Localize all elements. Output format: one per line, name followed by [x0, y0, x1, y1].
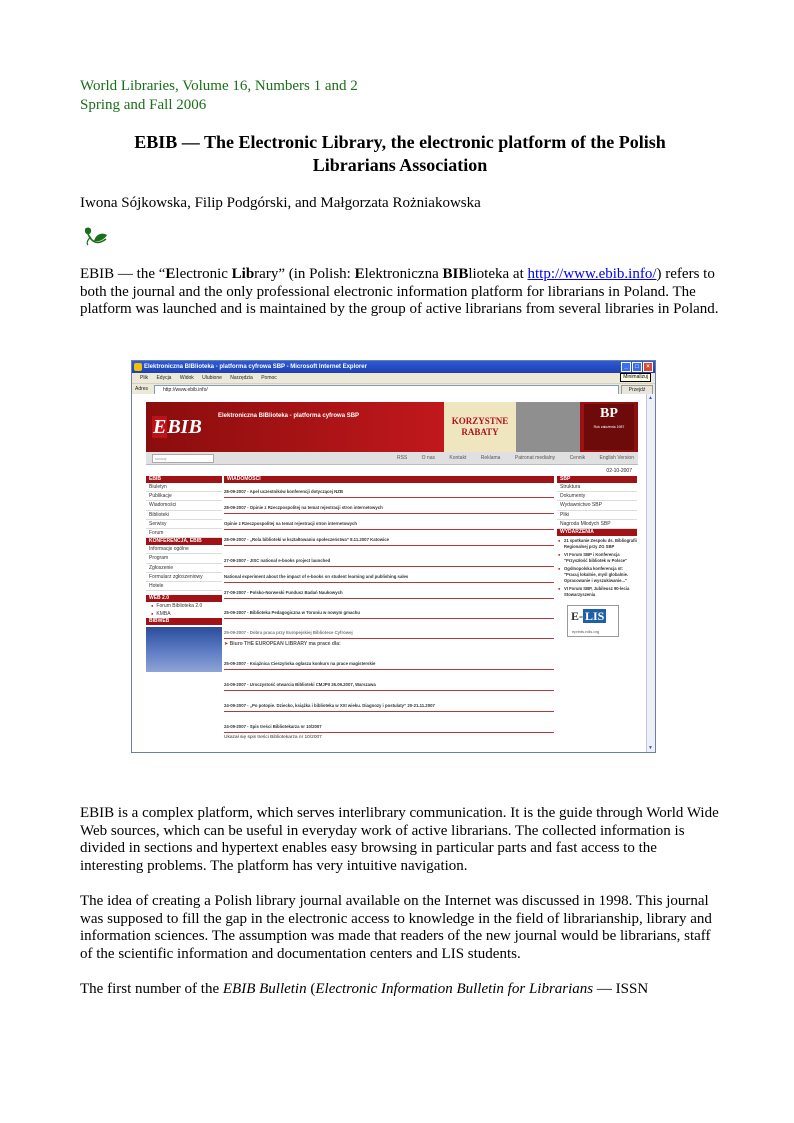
left-menu-item[interactable]: Program [146, 554, 222, 563]
go-button[interactable]: Przejdź [621, 385, 653, 395]
left-menu-item[interactable]: Biblioteki [146, 511, 222, 520]
section-sbp: SBP [557, 476, 637, 483]
left-menu-item[interactable]: Wiadomości [146, 501, 222, 510]
scroll-down-icon[interactable]: ▼ [648, 745, 653, 751]
news-item[interactable]: 27-09-2007 - Polsko-Norweski Fundusz Badań Naukowych [224, 587, 554, 599]
journal-season: Spring and Fall 2006 [80, 97, 207, 113]
left-menu-item[interactable]: Serwisy [146, 520, 222, 529]
article-title [80, 131, 720, 177]
right-menu-item[interactable]: Pliki [557, 511, 637, 520]
menu-edycja[interactable]: Edycja [156, 375, 172, 381]
news-item[interactable]: National experiment about the impact of e-books on student learning and publishing sales [224, 571, 554, 583]
event-item[interactable]: ● 21 spotkanie Zespołu ds. Bibliografii Regionalnej przy ZG SBP [557, 538, 637, 549]
ebib-logo[interactable]: EBIB [153, 416, 202, 438]
news-item[interactable]: 25-09-2007 - Dobra praca przy Europejskiej Bibliotece Cyfrowej [224, 627, 554, 639]
journal-volume: World Libraries, Volume 16, Numbers 1 and 2 [80, 78, 358, 94]
minimize-icon[interactable]: _ [621, 362, 631, 372]
address-input[interactable]: http://www.ebib.info/ [154, 385, 619, 395]
ebib-link[interactable]: http://www.ebib.info/ [527, 266, 657, 282]
right-menu-item[interactable]: Dokumenty [557, 492, 637, 501]
event-item[interactable]: ● VI Forum SBP, Jubileusz 90-lecia Stowarzyszenia [557, 586, 637, 597]
left-column [146, 476, 222, 674]
site-banner [146, 402, 638, 452]
article-authors: Iwona Sójkowska, Filip Podgórski, and Małgorzata Rożniakowska [80, 195, 481, 211]
title-line-1: EBIB — The Electronic Library, the electronic platform of the Polish [134, 132, 666, 152]
news-item[interactable]: 24-09-2007 - „Po potopie. Dziecko, książka i biblioteka w XXI wieku. Diagnozy i postulaty” 20-21.11.2007 [224, 700, 554, 712]
left-menu-item[interactable]: Zgłoszenie [146, 564, 222, 573]
left-menu-item[interactable]: Hotele [146, 582, 222, 591]
bibliotekarz-note: Ukazał się spis treści Bibliotekarza nr 10/2007 [224, 735, 322, 740]
menu-narzedzia[interactable]: Narzędzia [230, 375, 253, 381]
news-item[interactable]: 28-09-2007 - „Rola biblioteki w kształtowaniu społeczeństwa” 8.11.2007 Katowice [224, 534, 554, 546]
news-item[interactable]: Opinie z Rzeczpospolitej na temat rejestracji stron internetowych [224, 518, 554, 530]
left-menu-item[interactable]: Forum [146, 529, 222, 538]
nav-patronat[interactable]: Patronat medialny [514, 455, 556, 461]
right-menu-item[interactable]: Nagroda Młodych SBP [557, 520, 637, 529]
elis-logo[interactable]: E- LIS eprints.rclis.org [567, 605, 619, 637]
site-nav-links [384, 452, 634, 464]
menu-pomoc[interactable]: Pomoc [261, 375, 277, 381]
nav-kontakt[interactable]: Kontakt [449, 455, 467, 461]
left-menu-item[interactable]: Informacje ogólne [146, 545, 222, 554]
section-ebib: EBIB [146, 476, 222, 483]
site-search-input[interactable]: szukaj [152, 454, 214, 463]
menu-bar [132, 373, 655, 383]
left-bullet-item[interactable]: ● Forum Biblioteka 2.0 [146, 602, 222, 610]
news-item[interactable]: 24-09-2007 - Spis treści Bibliotekarza nr 10/2007 [224, 721, 554, 733]
right-menu-item[interactable]: Struktura [557, 483, 637, 492]
news-column [224, 476, 554, 743]
scroll-up-icon[interactable]: ▲ [648, 395, 653, 401]
nav-rss[interactable]: RSS [396, 455, 408, 461]
sbp-logo[interactable]: BP Rok założenia 1987 [584, 404, 634, 450]
ie-icon [134, 363, 142, 371]
site-columns [146, 476, 638, 753]
nav-o-nas[interactable]: O nas [421, 455, 435, 461]
european-library-note: ➤ Biuro THE EUROPEAN LIBRARY ma prace dla: [224, 639, 554, 649]
journal-citation [80, 77, 720, 115]
news-item[interactable]: 25-09-2007 - Biblioteka Pedagogiczna w Toruniu w nowym gmachu [224, 607, 554, 619]
news-item[interactable]: 28-09-2007 - Apel uczestników konferencji dotyczącej NZB [224, 486, 554, 498]
nav-english[interactable]: English Version [599, 455, 634, 461]
address-label: Adres [135, 386, 149, 392]
minimize-tooltip: Minimalizuj [620, 373, 651, 382]
body-continued [80, 805, 720, 1015]
menu-ulubione[interactable]: Ulubione [202, 375, 222, 381]
title-line-2: Librarians Association [312, 155, 488, 175]
news-item[interactable]: 25-09-2007 - Książnica Cieszyńska ogłasza konkurs na prace magisterskie [224, 658, 554, 670]
close-icon[interactable]: × [643, 362, 653, 372]
left-menu-item[interactable]: Publikacje [146, 492, 222, 501]
bibweb-thumbnail[interactable] [146, 627, 222, 672]
site-name: Elektroniczna BIBlioteka - platforma cyfrowa SBP [218, 413, 360, 419]
section-bibweb: BIBWEB [146, 618, 222, 625]
maximize-icon[interactable]: □ [632, 362, 642, 372]
left-menu-item[interactable]: Biuletyn [146, 483, 222, 492]
news-item[interactable]: 28-09-2007 - Opinie z Rzeczpospolitej na temat rejestracji stron internetowych [224, 502, 554, 514]
site-navbar [146, 452, 638, 465]
left-menu-item[interactable]: Formularz zgłoszeniowy [146, 573, 222, 582]
menu-plik[interactable]: Plik [140, 375, 149, 381]
leaf-ornament-icon [82, 225, 110, 247]
paragraph-first-number: The first number of the EBIB Bulletin (Electronic Information Bulletin for Librarians — ISSN [80, 980, 649, 997]
vertical-scrollbar[interactable] [646, 394, 655, 752]
banner-photo [516, 402, 580, 452]
document [80, 77, 720, 319]
news-item[interactable]: 24-09-2007 - Uroczystość otwarcia Biblioteki CMJPII 26.09.2007, Warszawa [224, 679, 554, 691]
news-item[interactable]: 27-09-2007 - JISC national e-books project launched [224, 555, 554, 567]
site-date: 02-10-2007 [606, 468, 632, 474]
paragraph-history: The idea of creating a Polish library journal available on the Internet was discussed in 1998. This journal was supposed to fill the gap in the electronic access to knowledge in the field of librarianship, library and information sciences. The assumption was made that readers of the new journal would be librarians, staff of the scientific information and documentation centers and LIS students. [80, 892, 712, 962]
section-news: WIADOMOŚCI [224, 476, 554, 483]
menu-widok[interactable]: Widok [179, 375, 194, 381]
section-conference: KONFERENCJA, EBIB [146, 538, 222, 545]
browser-screenshot [131, 360, 656, 753]
left-bullet-item[interactable]: ● KMBA [146, 610, 222, 618]
right-menu-item[interactable]: Wydawnictwo SBP [557, 501, 637, 510]
right-column [557, 476, 637, 637]
window-title: Elektroniczna BIBlioteka - platforma cyfrowa SBP - Microsoft Internet Explorer [144, 364, 367, 370]
ebib-site [146, 402, 638, 752]
section-events: WYDARZENIA [557, 529, 637, 536]
section-web20: WEB 2.0 [146, 595, 222, 602]
nav-cennik[interactable]: Cennik [569, 455, 586, 461]
nav-reklama[interactable]: Reklama [480, 455, 501, 461]
intro-paragraph: EBIB — the “Electronic Library” (in Polish: Elektroniczna BIBlioteka at http://www.ebib.info/) refers to both the journal and the only professional electronic information platform for librarians in Poland. The platform was launched and is maintained by the group of active librarians from several libraries in Poland. [80, 266, 719, 318]
window-titlebar [132, 361, 655, 373]
paragraph-platform: EBIB is a complex platform, which serves interlibrary communication. It is the guide through World Wide Web sources, which can be useful in everyday work of active librarians. The collected information is divided in sections and hypertext enables easy browsing in particular parts and fast access to the interesting problems. The platform has very intuitive navigation. [80, 805, 719, 875]
promo-banner[interactable]: KORZYSTNE RABATY [444, 402, 516, 452]
event-item[interactable]: ● VI Forum SBP i Konferencja "Przyszłość bibliotek w Polsce" [557, 552, 637, 563]
event-item[interactable]: ● Ogólnopolska konferencja nt: "Pracuj lokalnie, myśl globalnie. Opracowanie i wyszukiwanie..." [557, 566, 637, 583]
page-viewport [132, 394, 647, 752]
